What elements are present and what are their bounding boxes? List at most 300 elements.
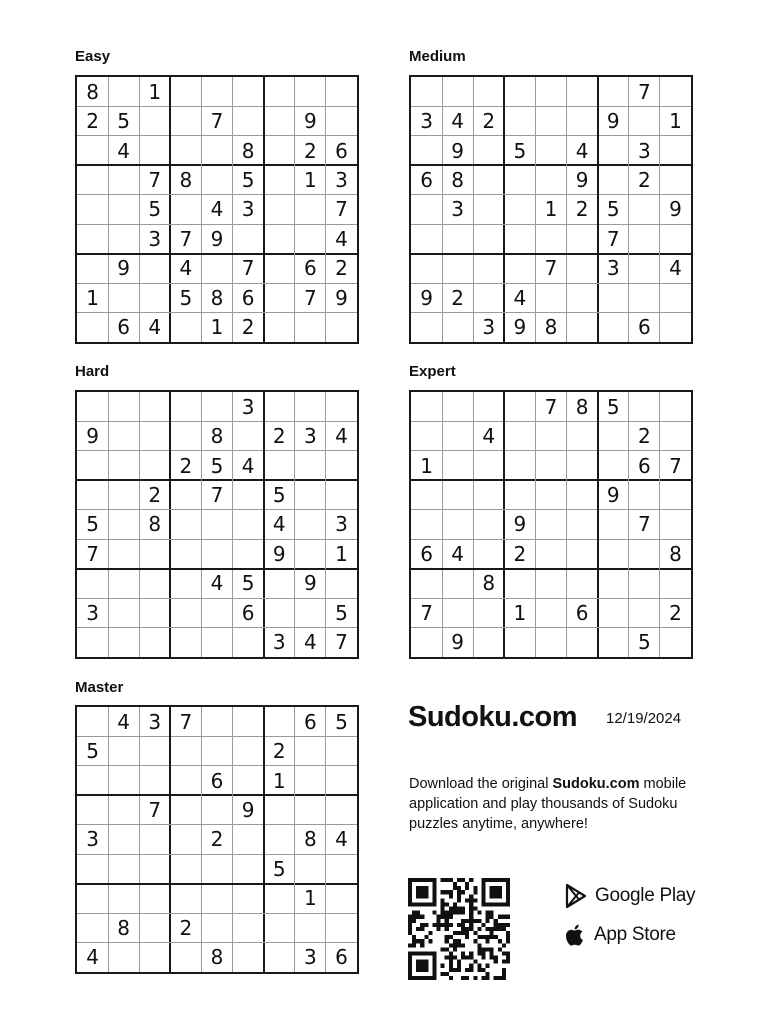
sudoku-cell[interactable] xyxy=(295,313,326,342)
sudoku-cell[interactable]: 9 xyxy=(117,256,131,281)
sudoku-cell[interactable]: 8 xyxy=(210,285,224,310)
sudoku-cell[interactable] xyxy=(535,628,566,657)
sudoku-cell[interactable] xyxy=(139,254,170,283)
sudoku-cell[interactable] xyxy=(598,539,629,568)
sudoku-cell[interactable]: 4 xyxy=(451,109,465,134)
sudoku-cell[interactable] xyxy=(233,766,264,795)
sudoku-cell[interactable]: 8 xyxy=(117,915,131,940)
sudoku-cell[interactable]: 2 xyxy=(335,256,348,281)
sudoku-cell[interactable]: 2 xyxy=(179,915,193,940)
sudoku-cell[interactable] xyxy=(442,313,473,342)
sudoku-cell[interactable]: 5 xyxy=(86,512,99,537)
sudoku-cell[interactable] xyxy=(108,451,139,480)
sudoku-cell[interactable] xyxy=(77,766,108,795)
sudoku-cell[interactable] xyxy=(660,480,691,509)
sudoku-cell[interactable] xyxy=(411,313,442,342)
sudoku-cell[interactable]: 9 xyxy=(513,315,527,340)
sudoku-cell[interactable]: 7 xyxy=(606,226,620,251)
sudoku-cell[interactable]: 6 xyxy=(335,945,348,970)
qr-code[interactable] xyxy=(408,878,510,980)
sudoku-cell[interactable] xyxy=(660,165,691,194)
sudoku-cell[interactable] xyxy=(660,283,691,312)
sudoku-cell[interactable]: 5 xyxy=(335,709,348,734)
sudoku-cell[interactable]: 1 xyxy=(513,600,527,625)
sudoku-cell[interactable]: 9 xyxy=(575,168,589,193)
sudoku-cell[interactable]: 5 xyxy=(241,168,255,193)
sudoku-cell[interactable] xyxy=(504,106,535,135)
sudoku-cell[interactable]: 2 xyxy=(575,197,589,222)
sudoku-cell[interactable] xyxy=(139,106,170,135)
sudoku-cell[interactable] xyxy=(201,392,232,421)
sudoku-cell[interactable] xyxy=(264,825,295,854)
sudoku-cell[interactable] xyxy=(170,421,201,450)
sudoku-cell[interactable] xyxy=(629,195,660,224)
sudoku-cell[interactable]: 5 xyxy=(272,856,286,881)
sudoku-cell[interactable]: 9 xyxy=(303,109,317,134)
sudoku-cell[interactable] xyxy=(170,539,201,568)
sudoku-cell[interactable]: 5 xyxy=(179,285,193,310)
sudoku-cell[interactable]: 5 xyxy=(513,138,527,163)
sudoku-cell[interactable]: 5 xyxy=(210,453,224,478)
sudoku-cell[interactable]: 6 xyxy=(303,709,317,734)
sudoku-cell[interactable] xyxy=(77,884,108,913)
sudoku-cell[interactable] xyxy=(264,451,295,480)
sudoku-cell[interactable]: 9 xyxy=(272,541,286,566)
sudoku-cell[interactable]: 3 xyxy=(637,138,651,163)
sudoku-cell[interactable] xyxy=(233,825,264,854)
sudoku-cell[interactable] xyxy=(660,136,691,165)
sudoku-cell[interactable] xyxy=(233,539,264,568)
sudoku-cell[interactable] xyxy=(442,224,473,253)
sudoku-cell[interactable] xyxy=(264,392,295,421)
sudoku-cell[interactable]: 5 xyxy=(148,197,162,222)
sudoku-cell[interactable] xyxy=(170,77,201,106)
sudoku-cell[interactable]: 7 xyxy=(420,600,433,625)
sudoku-cell[interactable] xyxy=(264,254,295,283)
sudoku-cell[interactable] xyxy=(77,165,108,194)
sudoku-cell[interactable] xyxy=(233,480,264,509)
sudoku-cell[interactable] xyxy=(326,569,357,598)
sudoku-cell[interactable] xyxy=(170,392,201,421)
sudoku-cell[interactable]: 9 xyxy=(335,285,348,310)
sudoku-cell[interactable] xyxy=(170,569,201,598)
sudoku-cell[interactable] xyxy=(326,106,357,135)
sudoku-cell[interactable]: 9 xyxy=(669,197,682,222)
sudoku-cell[interactable] xyxy=(411,569,442,598)
sudoku-cell[interactable]: 8 xyxy=(669,541,682,566)
sudoku-cell[interactable] xyxy=(660,392,691,421)
sudoku-cell[interactable] xyxy=(504,224,535,253)
sudoku-cell[interactable]: 6 xyxy=(420,168,433,193)
sudoku-cell[interactable]: 3 xyxy=(241,394,255,419)
sudoku-cell[interactable] xyxy=(326,884,357,913)
sudoku-cell[interactable] xyxy=(504,569,535,598)
sudoku-cell[interactable]: 8 xyxy=(210,424,224,449)
sudoku-cell[interactable] xyxy=(504,451,535,480)
sudoku-cell[interactable] xyxy=(139,854,170,883)
sudoku-cell[interactable] xyxy=(201,854,232,883)
sudoku-cell[interactable]: 9 xyxy=(451,138,465,163)
sudoku-cell[interactable]: 6 xyxy=(575,600,589,625)
sudoku-cell[interactable] xyxy=(411,480,442,509)
sudoku-cell[interactable] xyxy=(201,707,232,736)
sudoku-cell[interactable]: 3 xyxy=(148,709,162,734)
sudoku-cell[interactable] xyxy=(108,825,139,854)
sudoku-cell[interactable]: 9 xyxy=(241,798,255,823)
sudoku-cell[interactable] xyxy=(535,451,566,480)
sudoku-cell[interactable] xyxy=(108,628,139,657)
sudoku-cell[interactable] xyxy=(295,795,326,824)
sudoku-cell[interactable] xyxy=(170,195,201,224)
sudoku-cell[interactable]: 1 xyxy=(335,541,348,566)
sudoku-cell[interactable] xyxy=(326,854,357,883)
sudoku-cell[interactable] xyxy=(264,569,295,598)
sudoku-cell[interactable] xyxy=(504,195,535,224)
sudoku-cell[interactable]: 7 xyxy=(179,709,193,734)
sudoku-cell[interactable] xyxy=(411,136,442,165)
sudoku-cell[interactable] xyxy=(567,254,598,283)
sudoku-cell[interactable]: 4 xyxy=(575,138,589,163)
sudoku-cell[interactable] xyxy=(295,854,326,883)
sudoku-cell[interactable] xyxy=(233,854,264,883)
sudoku-cell[interactable] xyxy=(295,736,326,765)
sudoku-cell[interactable]: 3 xyxy=(86,600,99,625)
sudoku-cell[interactable]: 1 xyxy=(272,768,286,793)
sudoku-cell[interactable] xyxy=(473,480,504,509)
sudoku-cell[interactable] xyxy=(108,539,139,568)
sudoku-cell[interactable] xyxy=(77,569,108,598)
sudoku-cell[interactable] xyxy=(233,224,264,253)
sudoku-cell[interactable] xyxy=(442,77,473,106)
sudoku-cell[interactable] xyxy=(108,421,139,450)
sudoku-cell[interactable] xyxy=(201,136,232,165)
sudoku-cell[interactable] xyxy=(504,254,535,283)
sudoku-cell[interactable]: 3 xyxy=(335,168,348,193)
sudoku-cell[interactable]: 4 xyxy=(451,541,465,566)
sudoku-cell[interactable] xyxy=(77,254,108,283)
sudoku-cell[interactable] xyxy=(567,106,598,135)
sudoku-cell[interactable] xyxy=(629,569,660,598)
sudoku-cell[interactable] xyxy=(598,283,629,312)
sudoku-cell[interactable] xyxy=(139,736,170,765)
sudoku-cell[interactable] xyxy=(108,510,139,539)
sudoku-cell[interactable] xyxy=(201,628,232,657)
sudoku-cell[interactable] xyxy=(660,628,691,657)
sudoku-cell[interactable]: 6 xyxy=(241,600,255,625)
sudoku-cell[interactable] xyxy=(326,313,357,342)
sudoku-cell[interactable] xyxy=(108,854,139,883)
sudoku-cell[interactable] xyxy=(201,539,232,568)
sudoku-cell[interactable]: 4 xyxy=(117,138,131,163)
sudoku-cell[interactable]: 4 xyxy=(272,512,286,537)
sudoku-cell[interactable] xyxy=(108,392,139,421)
sudoku-cell[interactable] xyxy=(170,884,201,913)
sudoku-cell[interactable] xyxy=(567,628,598,657)
sudoku-cell[interactable] xyxy=(77,451,108,480)
sudoku-cell[interactable] xyxy=(442,569,473,598)
sudoku-cell[interactable]: 6 xyxy=(637,315,651,340)
sudoku-cell[interactable]: 4 xyxy=(335,827,348,852)
sudoku-cell[interactable]: 3 xyxy=(606,256,620,281)
sudoku-cell[interactable]: 8 xyxy=(179,168,193,193)
sudoku-cell[interactable] xyxy=(598,628,629,657)
sudoku-cell[interactable] xyxy=(139,884,170,913)
sudoku-cell[interactable] xyxy=(473,195,504,224)
sudoku-cell[interactable]: 8 xyxy=(575,394,589,419)
sudoku-cell[interactable] xyxy=(535,569,566,598)
sudoku-cell[interactable] xyxy=(535,77,566,106)
sudoku-cell[interactable] xyxy=(170,598,201,627)
sudoku-cell[interactable]: 2 xyxy=(482,109,496,134)
sudoku-cell[interactable]: 3 xyxy=(241,197,255,222)
sudoku-cell[interactable] xyxy=(411,254,442,283)
sudoku-cell[interactable] xyxy=(170,106,201,135)
sudoku-cell[interactable] xyxy=(535,283,566,312)
sudoku-cell[interactable]: 8 xyxy=(210,945,224,970)
sudoku-cell[interactable]: 3 xyxy=(482,315,496,340)
sudoku-cell[interactable] xyxy=(473,283,504,312)
sudoku-cell[interactable]: 7 xyxy=(86,541,99,566)
sudoku-cell[interactable] xyxy=(77,628,108,657)
sudoku-cell[interactable]: 2 xyxy=(210,827,224,852)
sudoku-cell[interactable] xyxy=(535,165,566,194)
sudoku-cell[interactable] xyxy=(108,77,139,106)
sudoku-cell[interactable] xyxy=(295,77,326,106)
sudoku-cell[interactable] xyxy=(660,224,691,253)
sudoku-cell[interactable] xyxy=(473,165,504,194)
sudoku-cell[interactable] xyxy=(598,165,629,194)
sudoku-cell[interactable] xyxy=(535,510,566,539)
sudoku-cell[interactable]: 3 xyxy=(86,827,99,852)
sudoku-cell[interactable]: 3 xyxy=(451,197,465,222)
sudoku-cell[interactable]: 2 xyxy=(272,424,286,449)
sudoku-cell[interactable] xyxy=(170,480,201,509)
sudoku-cell[interactable] xyxy=(504,628,535,657)
sudoku-cell[interactable] xyxy=(201,77,232,106)
sudoku-cell[interactable]: 8 xyxy=(544,315,558,340)
sudoku-cell[interactable] xyxy=(201,884,232,913)
sudoku-cell[interactable]: 3 xyxy=(272,630,286,655)
sudoku-cell[interactable]: 7 xyxy=(544,394,558,419)
sudoku-cell[interactable] xyxy=(473,539,504,568)
sudoku-cell[interactable] xyxy=(295,451,326,480)
sudoku-cell[interactable] xyxy=(170,766,201,795)
sudoku-cell[interactable]: 4 xyxy=(210,571,224,596)
sudoku-cell[interactable] xyxy=(473,254,504,283)
sudoku-cell[interactable] xyxy=(326,913,357,942)
sudoku-cell[interactable] xyxy=(411,77,442,106)
sudoku-cell[interactable] xyxy=(326,795,357,824)
sudoku-cell[interactable] xyxy=(170,825,201,854)
sudoku-cell[interactable]: 4 xyxy=(335,424,348,449)
sudoku-cell[interactable] xyxy=(473,628,504,657)
sudoku-cell[interactable]: 9 xyxy=(451,630,465,655)
sudoku-cell[interactable]: 5 xyxy=(272,483,286,508)
sudoku-cell[interactable] xyxy=(567,283,598,312)
sudoku-cell[interactable]: 7 xyxy=(148,168,162,193)
sudoku-cell[interactable] xyxy=(233,736,264,765)
sudoku-cell[interactable] xyxy=(326,480,357,509)
sudoku-cell[interactable] xyxy=(535,598,566,627)
sudoku-cell[interactable]: 8 xyxy=(451,168,465,193)
sudoku-cell[interactable] xyxy=(108,598,139,627)
sudoku-cell[interactable] xyxy=(264,943,295,972)
sudoku-cell[interactable] xyxy=(139,766,170,795)
sudoku-cell[interactable] xyxy=(108,283,139,312)
sudoku-cell[interactable]: 7 xyxy=(335,630,348,655)
sudoku-cell[interactable] xyxy=(504,165,535,194)
sudoku-cell[interactable]: 3 xyxy=(303,945,317,970)
sudoku-cell[interactable] xyxy=(504,421,535,450)
sudoku-cell[interactable] xyxy=(295,224,326,253)
sudoku-cell[interactable]: 2 xyxy=(513,541,527,566)
sudoku-cell[interactable] xyxy=(326,77,357,106)
sudoku-cell[interactable]: 7 xyxy=(148,798,162,823)
google-play-link[interactable] xyxy=(565,884,695,908)
sudoku-cell[interactable]: 7 xyxy=(303,285,317,310)
sudoku-cell[interactable] xyxy=(535,539,566,568)
sudoku-cell[interactable]: 7 xyxy=(241,256,255,281)
sudoku-cell[interactable]: 9 xyxy=(86,424,99,449)
sudoku-cell[interactable] xyxy=(535,136,566,165)
sudoku-cell[interactable]: 2 xyxy=(241,315,255,340)
sudoku-cell[interactable] xyxy=(295,480,326,509)
sudoku-cell[interactable]: 6 xyxy=(637,453,651,478)
sudoku-cell[interactable] xyxy=(201,795,232,824)
sudoku-cell[interactable] xyxy=(139,392,170,421)
sudoku-cell[interactable]: 6 xyxy=(241,285,255,310)
sudoku-cell[interactable] xyxy=(598,77,629,106)
sudoku-cell[interactable]: 9 xyxy=(210,226,224,251)
sudoku-cell[interactable] xyxy=(170,795,201,824)
sudoku-cell[interactable] xyxy=(442,598,473,627)
sudoku-cell[interactable]: 2 xyxy=(669,600,682,625)
sudoku-cell[interactable] xyxy=(326,766,357,795)
sudoku-cell[interactable] xyxy=(473,224,504,253)
sudoku-cell[interactable] xyxy=(233,913,264,942)
sudoku-cell[interactable]: 1 xyxy=(420,453,433,478)
sudoku-cell[interactable] xyxy=(295,539,326,568)
sudoku-cell[interactable] xyxy=(598,136,629,165)
sudoku-cell[interactable] xyxy=(442,451,473,480)
sudoku-cell[interactable] xyxy=(295,510,326,539)
sudoku-cell[interactable] xyxy=(139,628,170,657)
sudoku-cell[interactable] xyxy=(201,165,232,194)
sudoku-cell[interactable] xyxy=(264,884,295,913)
sudoku-cell[interactable]: 5 xyxy=(86,739,99,764)
sudoku-cell[interactable] xyxy=(295,766,326,795)
sudoku-cell[interactable] xyxy=(201,736,232,765)
sudoku-cell[interactable]: 9 xyxy=(420,285,433,310)
sudoku-cell[interactable]: 4 xyxy=(179,256,193,281)
sudoku-cell[interactable]: 2 xyxy=(86,109,99,134)
sudoku-cell[interactable]: 7 xyxy=(544,256,558,281)
sudoku-cell[interactable]: 5 xyxy=(241,571,255,596)
sudoku-cell[interactable] xyxy=(473,510,504,539)
sudoku-cell[interactable] xyxy=(567,451,598,480)
sudoku-cell[interactable] xyxy=(411,510,442,539)
sudoku-cell[interactable]: 3 xyxy=(303,424,317,449)
sudoku-cell[interactable] xyxy=(139,283,170,312)
sudoku-cell[interactable] xyxy=(77,392,108,421)
sudoku-cell[interactable]: 3 xyxy=(335,512,348,537)
sudoku-cell[interactable] xyxy=(295,598,326,627)
sudoku-cell[interactable]: 5 xyxy=(606,197,620,222)
sudoku-cell[interactable] xyxy=(77,480,108,509)
sudoku-cell[interactable]: 2 xyxy=(148,483,162,508)
sudoku-cell[interactable]: 7 xyxy=(210,109,224,134)
sudoku-cell[interactable] xyxy=(442,480,473,509)
sudoku-cell[interactable] xyxy=(139,598,170,627)
sudoku-cell[interactable]: 9 xyxy=(606,483,620,508)
sudoku-cell[interactable] xyxy=(411,392,442,421)
sudoku-cell[interactable] xyxy=(108,943,139,972)
sudoku-cell[interactable] xyxy=(326,451,357,480)
sudoku-cell[interactable] xyxy=(473,451,504,480)
sudoku-cell[interactable] xyxy=(442,254,473,283)
sudoku-cell[interactable] xyxy=(108,766,139,795)
sudoku-cell[interactable]: 3 xyxy=(420,109,433,134)
sudoku-cell[interactable]: 2 xyxy=(637,424,651,449)
sudoku-cell[interactable] xyxy=(108,736,139,765)
sudoku-cell[interactable]: 4 xyxy=(482,424,496,449)
sudoku-cell[interactable] xyxy=(442,510,473,539)
sudoku-cell[interactable] xyxy=(295,195,326,224)
sudoku-cell[interactable] xyxy=(77,313,108,342)
sudoku-cell[interactable]: 6 xyxy=(210,768,224,793)
sudoku-cell[interactable] xyxy=(139,451,170,480)
sudoku-cell[interactable]: 1 xyxy=(544,197,558,222)
sudoku-cell[interactable]: 2 xyxy=(303,138,317,163)
sudoku-cell[interactable] xyxy=(77,136,108,165)
sudoku-cell[interactable] xyxy=(598,569,629,598)
sudoku-cell[interactable]: 7 xyxy=(210,483,224,508)
sudoku-cell[interactable] xyxy=(108,795,139,824)
sudoku-cell[interactable] xyxy=(295,392,326,421)
sudoku-cell[interactable] xyxy=(233,77,264,106)
sudoku-cell[interactable] xyxy=(660,421,691,450)
sudoku-cell[interactable] xyxy=(629,598,660,627)
sudoku-cell[interactable] xyxy=(411,195,442,224)
sudoku-cell[interactable] xyxy=(77,224,108,253)
sudoku-cell[interactable]: 5 xyxy=(117,109,131,134)
sudoku-cell[interactable] xyxy=(535,480,566,509)
sudoku-cell[interactable] xyxy=(629,224,660,253)
sudoku-cell[interactable] xyxy=(473,392,504,421)
sudoku-cell[interactable] xyxy=(660,569,691,598)
sudoku-cell[interactable] xyxy=(264,136,295,165)
sudoku-cell[interactable] xyxy=(504,480,535,509)
sudoku-cell[interactable]: 1 xyxy=(210,315,224,340)
sudoku-cell[interactable] xyxy=(170,510,201,539)
sudoku-cell[interactable] xyxy=(233,884,264,913)
sudoku-cell[interactable] xyxy=(660,510,691,539)
sudoku-cell[interactable] xyxy=(567,421,598,450)
sudoku-cell[interactable] xyxy=(201,913,232,942)
sudoku-cell[interactable] xyxy=(411,421,442,450)
app-store-link[interactable] xyxy=(566,923,676,947)
sudoku-cell[interactable]: 7 xyxy=(637,79,651,104)
sudoku-cell[interactable] xyxy=(139,136,170,165)
sudoku-cell[interactable]: 4 xyxy=(86,945,99,970)
sudoku-cell[interactable] xyxy=(139,913,170,942)
sudoku-cell[interactable] xyxy=(326,736,357,765)
sudoku-cell[interactable] xyxy=(629,480,660,509)
sudoku-cell[interactable] xyxy=(473,136,504,165)
sudoku-cell[interactable] xyxy=(264,106,295,135)
sudoku-cell[interactable] xyxy=(233,106,264,135)
sudoku-cell[interactable] xyxy=(326,392,357,421)
